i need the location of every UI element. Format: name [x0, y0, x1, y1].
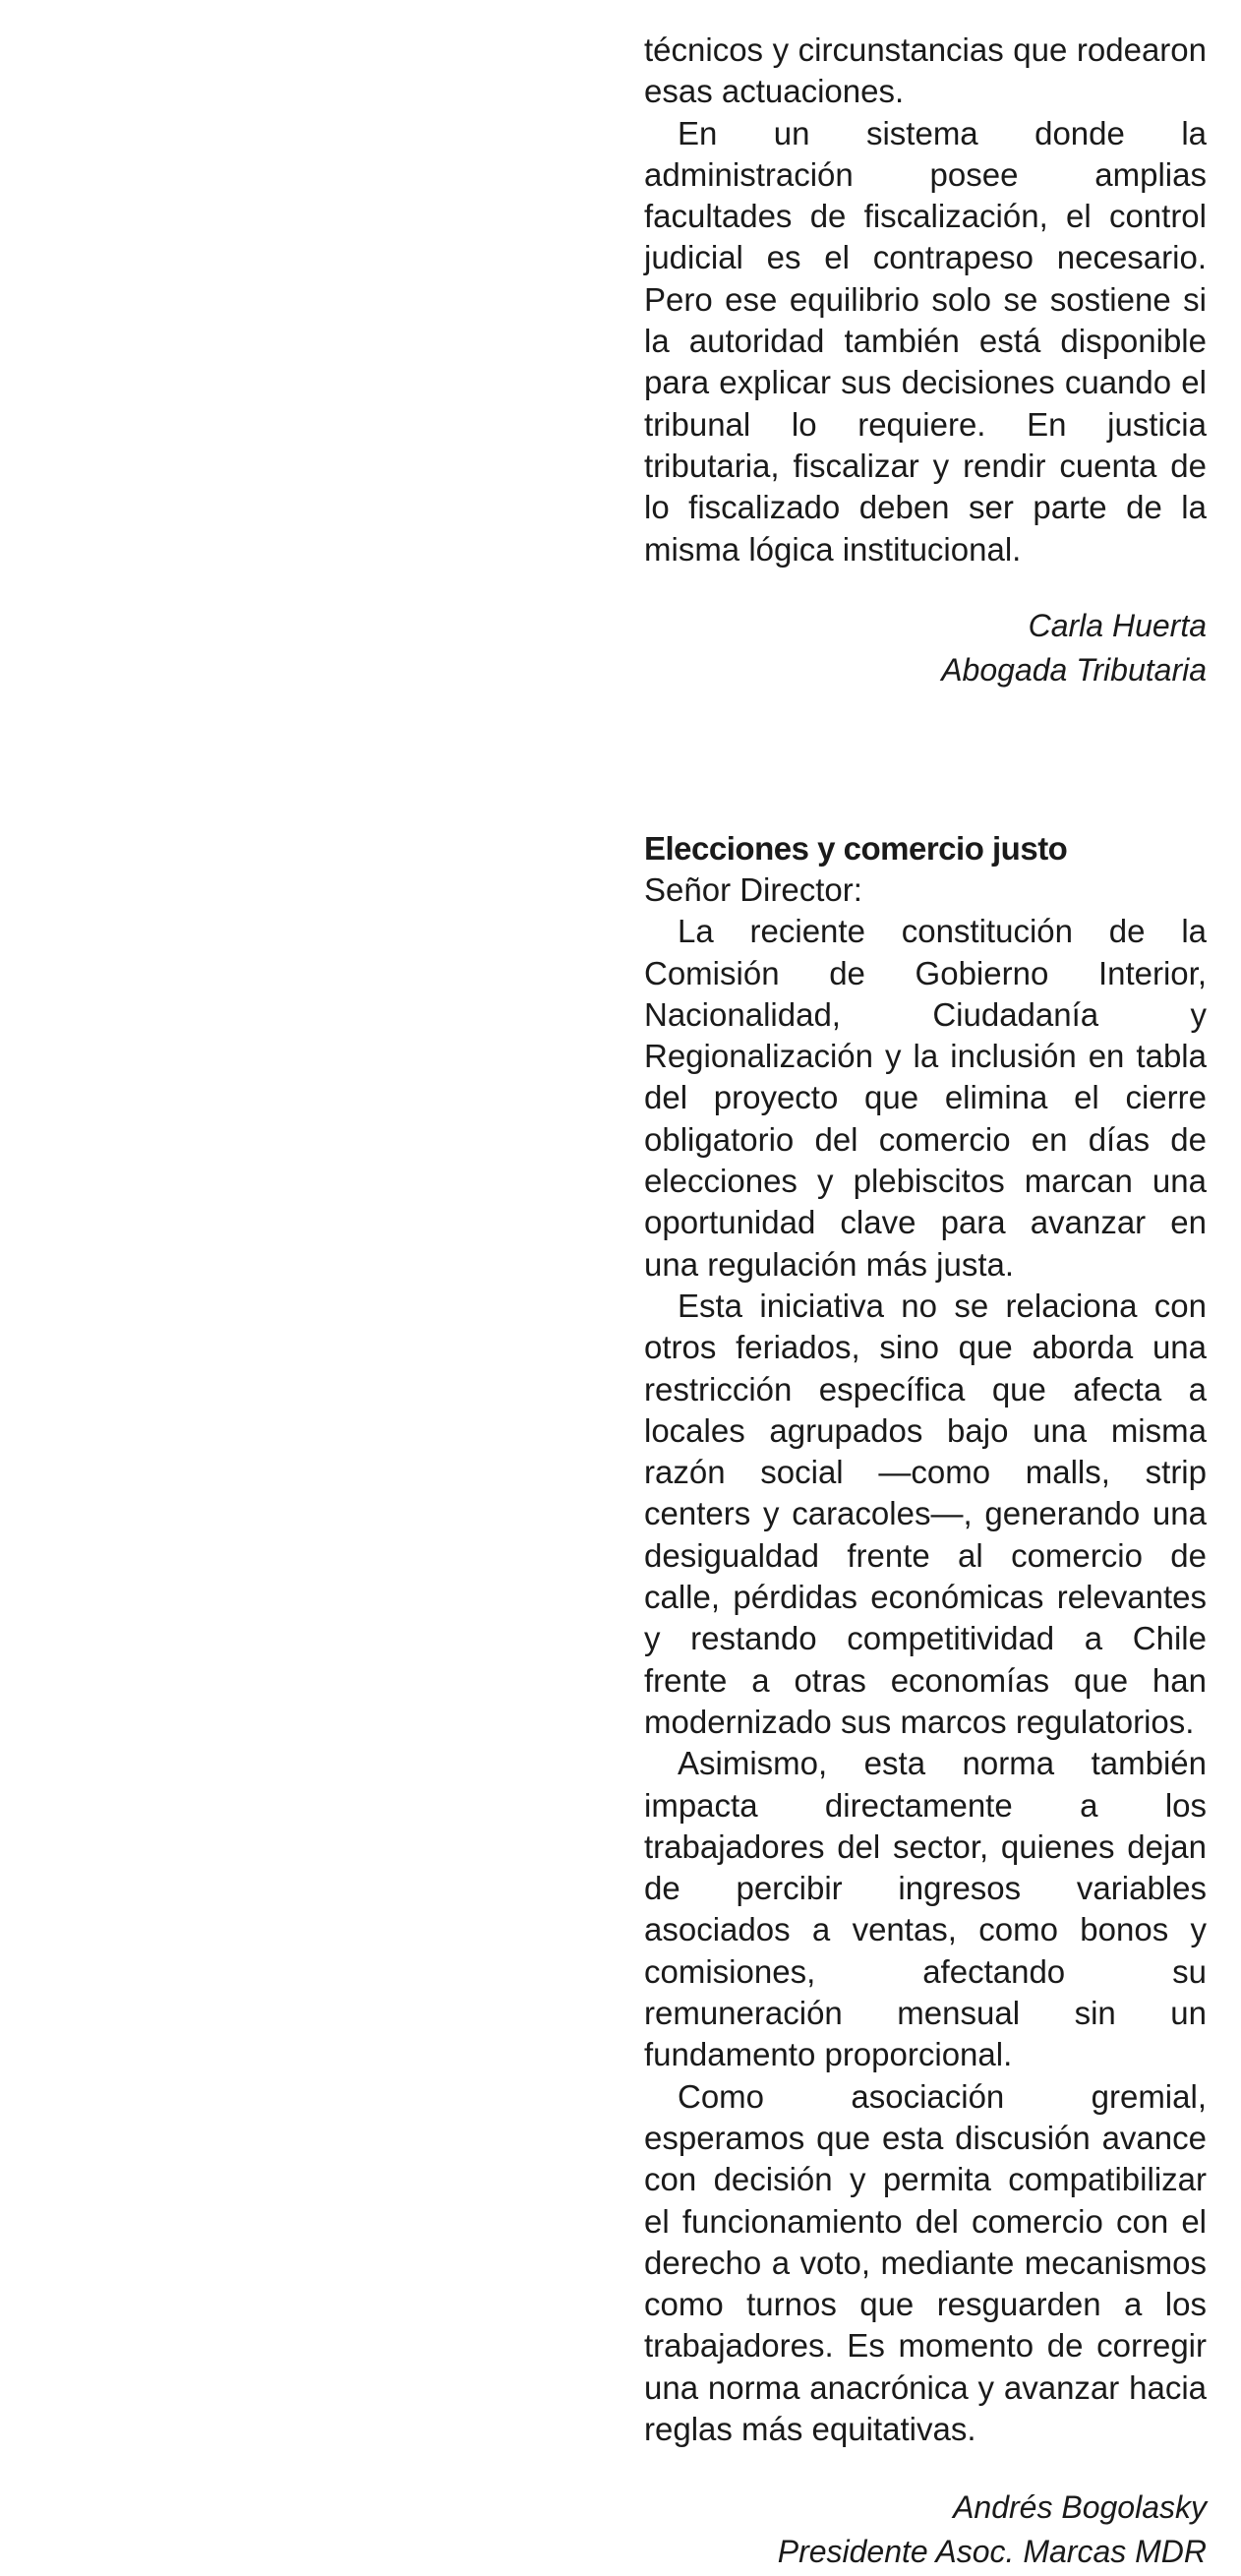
signature-title: Abogada Tributaria — [941, 651, 1207, 688]
signature-name: Carla Huerta — [1028, 607, 1207, 643]
signature-block — [644, 2486, 1207, 2574]
letter-headline: Elecciones y comercio justo — [644, 830, 1068, 867]
letter-paragraph: Como asociación gremial, esperamos que esta discusión avance con decisión y permita compatibilizar el funcionamiento del comercio con el derecho a voto, mediante mecanismos como turnos que resguarden a los trabajadores. Es momento de corregir una norma anacrónica y avanzar hacia reglas más equitativas. — [644, 2077, 1207, 2447]
letter-paragraph: Asimismo, esta norma también impacta directamente a los trabajadores del sector, quienes dejan de percibir ingresos variables asociados a ventas, como bonos y comisiones, afectando su remuneración mensual sin un fundamento proporcional. — [644, 1745, 1207, 2073]
letter-paragraph: En un sistema donde la administración posee amplias facultades de fiscalización, el control judicial es el contrapeso necesario. Pero ese equilibrio solo se sostiene si la autoridad también está disponible para explicar sus decisiones cuando el tribunal lo requiere. En justicia tributaria, fiscalizar y rendir cuenta de lo fiscalizado deben ser parte de la misma lógica institucional. — [644, 114, 1207, 568]
signature-block — [644, 604, 1207, 692]
signature-title: Presidente Asoc. Marcas MDR — [777, 2534, 1207, 2570]
letter-salutation: Señor Director: — [644, 871, 862, 908]
letter-elecciones-comercio-justo — [644, 828, 1207, 2574]
letter-paragraph: técnicos y circunstancias que rodearon esas actuaciones. — [644, 31, 1207, 110]
letter-carla-huerta — [644, 30, 1207, 692]
letter-paragraph: La reciente constitución de la Comisión de Gobierno Interior, Nacionalidad, Ciudadanía y Regionalización y la inclusión en tabla del proyecto que elimina el cierre obligatorio del comercio en días de elecciones y plebiscitos marcan una oportunidad clave para avanzar en una regulación más justa. — [644, 913, 1207, 1283]
signature-name: Andrés Bogolasky — [953, 2489, 1207, 2526]
letter-paragraph: Esta iniciativa no se relaciona con otros feriados, sino que aborda una restricción específica que afecta a locales agrupados bajo una misma razón social —como malls, strip centers y caracoles—, generando una desigualdad frente al comercio de calle, pérdidas económicas relevantes y restando competitividad a Chile frente a otras economías que han modernizado sus marcos regulatorios. — [644, 1287, 1207, 1740]
